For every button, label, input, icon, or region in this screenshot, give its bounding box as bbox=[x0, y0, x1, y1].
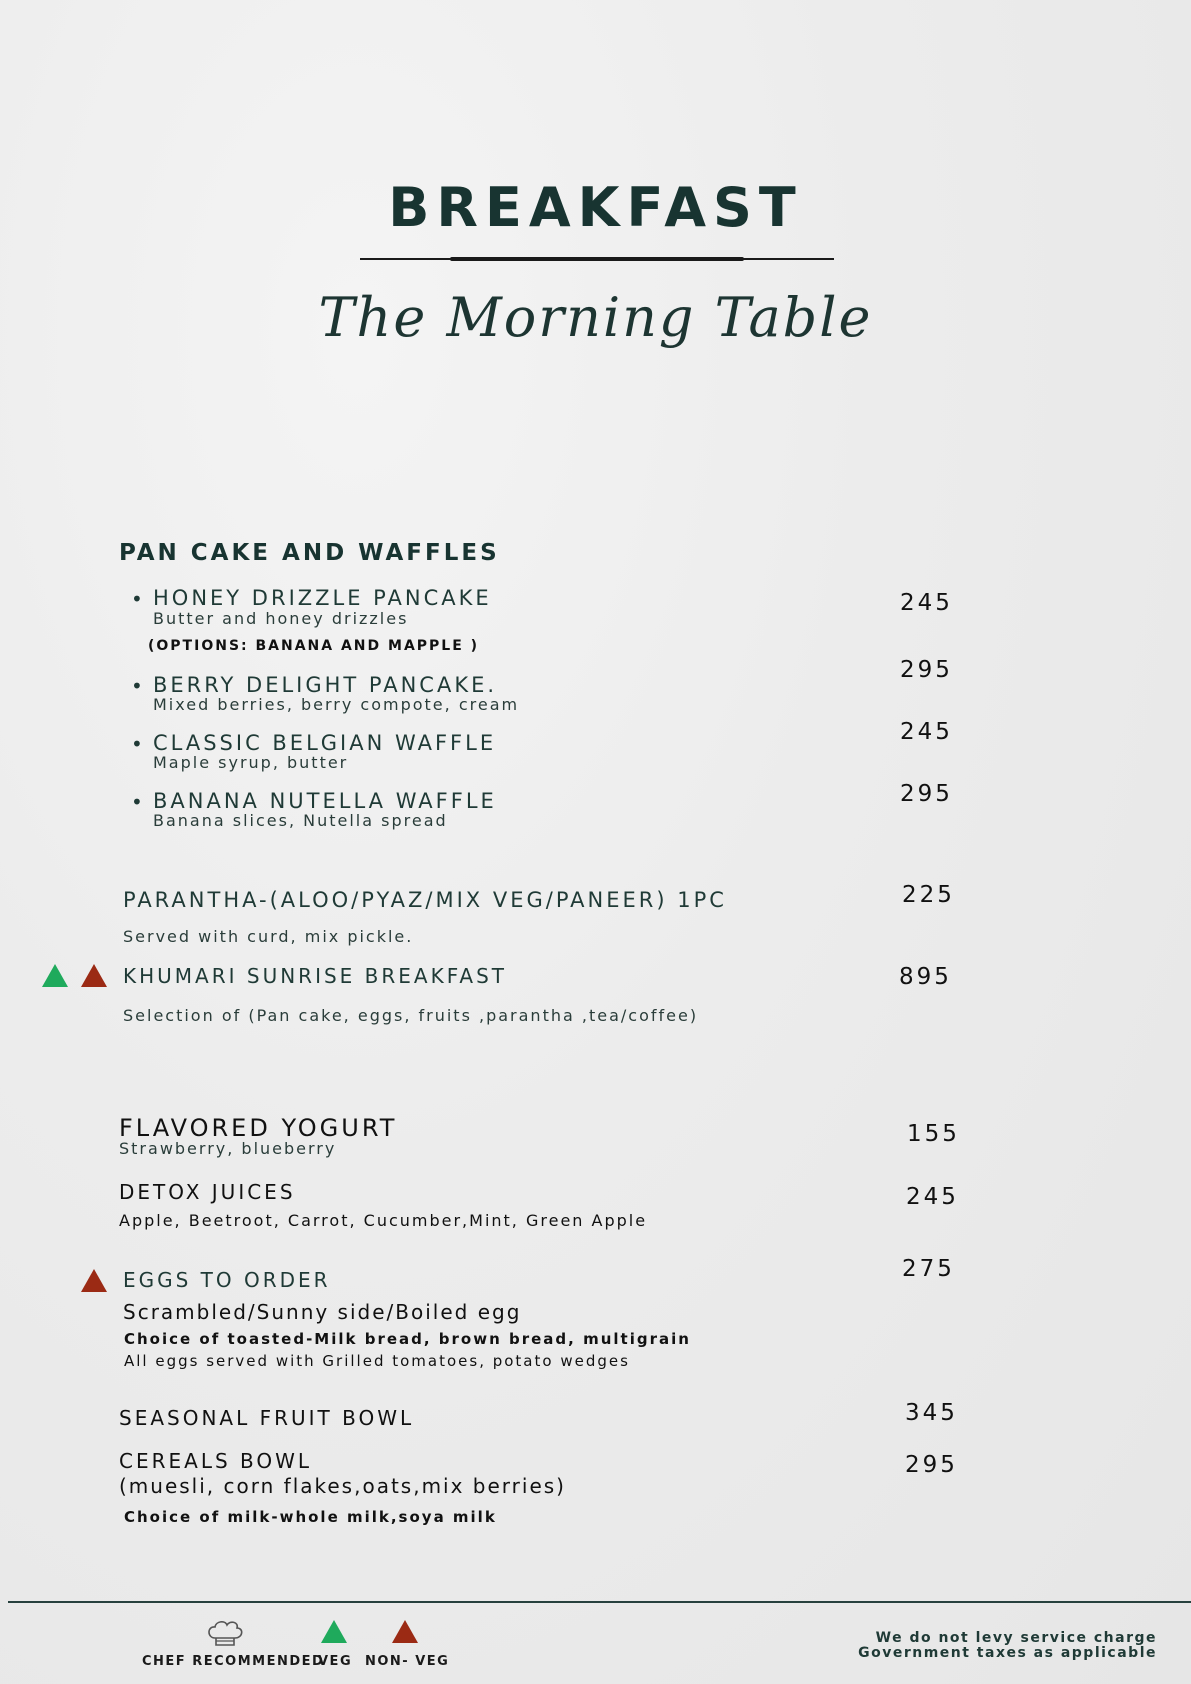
menu-subtitle: The Morning Table bbox=[318, 286, 873, 349]
menu-item-price: 245 bbox=[900, 719, 953, 745]
menu-item-price: 155 bbox=[907, 1121, 960, 1147]
menu-item-price: 895 bbox=[899, 964, 952, 990]
bullet: • bbox=[131, 674, 143, 698]
menu-item-price: 295 bbox=[900, 781, 953, 807]
section-heading-pancakes: PAN CAKE AND WAFFLES bbox=[119, 540, 500, 566]
menu-item-name: BERRY DELIGHT PANCAKE. bbox=[153, 673, 498, 697]
menu-item-desc: Scrambled/Sunny side/Boiled egg bbox=[123, 1300, 522, 1324]
menu-item-choice: Choice of milk-whole milk,soya milk bbox=[124, 1508, 497, 1526]
legend-nonveg-label: NON- VEG bbox=[365, 1654, 450, 1669]
menu-item-name: EGGS TO ORDER bbox=[123, 1268, 331, 1292]
menu-item-name: BANANA NUTELLA WAFFLE bbox=[153, 789, 497, 813]
menu-item-price: 345 bbox=[905, 1400, 958, 1426]
menu-item-desc: Mixed berries, berry compote, cream bbox=[153, 695, 520, 714]
menu-item-desc: (muesli, corn flakes,oats,mix berries) bbox=[119, 1474, 566, 1498]
menu-item-note: All eggs served with Grilled tomatoes, potato wedges bbox=[124, 1352, 630, 1370]
menu-item-desc: Maple syrup, butter bbox=[153, 753, 349, 772]
legend-chef-label: CHEF RECOMMENDED bbox=[142, 1654, 325, 1669]
menu-item-name: DETOX JUICES bbox=[119, 1180, 296, 1204]
non-veg-icon bbox=[81, 1269, 107, 1292]
footer-service-charge-note: We do not levy service charge bbox=[875, 1630, 1157, 1646]
menu-item-name: PARANTHA-(ALOO/PYAZ/MIX VEG/PANEER) 1PC bbox=[123, 888, 727, 912]
menu-item-desc: Apple, Beetroot, Carrot, Cucumber,Mint, Green Apple bbox=[119, 1211, 648, 1230]
footer-tax-note: Government taxes as applicable bbox=[858, 1645, 1157, 1661]
menu-item-options: (OPTIONS: BANANA AND MAPPLE ) bbox=[148, 638, 480, 654]
title-divider bbox=[360, 258, 834, 260]
footer-divider bbox=[8, 1601, 1191, 1603]
chef-hat-icon bbox=[205, 1620, 245, 1652]
menu-item-name: CLASSIC BELGIAN WAFFLE bbox=[153, 731, 497, 755]
bullet: • bbox=[131, 587, 143, 611]
menu-item-price: 245 bbox=[906, 1184, 959, 1210]
menu-item-price: 295 bbox=[900, 657, 953, 683]
bullet: • bbox=[131, 732, 143, 756]
bullet: • bbox=[131, 790, 143, 814]
menu-item-desc: Selection of (Pan cake, eggs, fruits ,parantha ,tea/coffee) bbox=[123, 1006, 699, 1025]
menu-item-desc: Served with curd, mix pickle. bbox=[123, 927, 414, 946]
menu-item-price: 295 bbox=[905, 1452, 958, 1478]
menu-item-desc: Strawberry, blueberry bbox=[119, 1139, 337, 1158]
non-veg-icon bbox=[392, 1620, 418, 1643]
menu-item-desc: Butter and honey drizzles bbox=[153, 609, 409, 628]
menu-item-name: CEREALS BOWL bbox=[119, 1449, 313, 1473]
menu-item-name: FLAVORED YOGURT bbox=[119, 1114, 398, 1142]
veg-icon bbox=[42, 964, 68, 987]
menu-item-name: HONEY DRIZZLE PANCAKE bbox=[153, 586, 492, 610]
menu-item-price: 225 bbox=[902, 882, 955, 908]
menu-item-name: SEASONAL FRUIT BOWL bbox=[119, 1406, 415, 1430]
menu-item-name: KHUMARI SUNRISE BREAKFAST bbox=[123, 964, 507, 988]
menu-item-price: 245 bbox=[900, 590, 953, 616]
menu-title: BREAKFAST bbox=[388, 176, 803, 239]
legend-veg-label: VEG bbox=[318, 1654, 353, 1669]
menu-item-choice: Choice of toasted-Milk bread, brown bread, multigrain bbox=[124, 1330, 691, 1348]
menu-item-price: 275 bbox=[902, 1256, 955, 1282]
menu-item-desc: Banana slices, Nutella spread bbox=[153, 811, 448, 830]
veg-icon bbox=[321, 1620, 347, 1643]
non-veg-icon bbox=[81, 964, 107, 987]
